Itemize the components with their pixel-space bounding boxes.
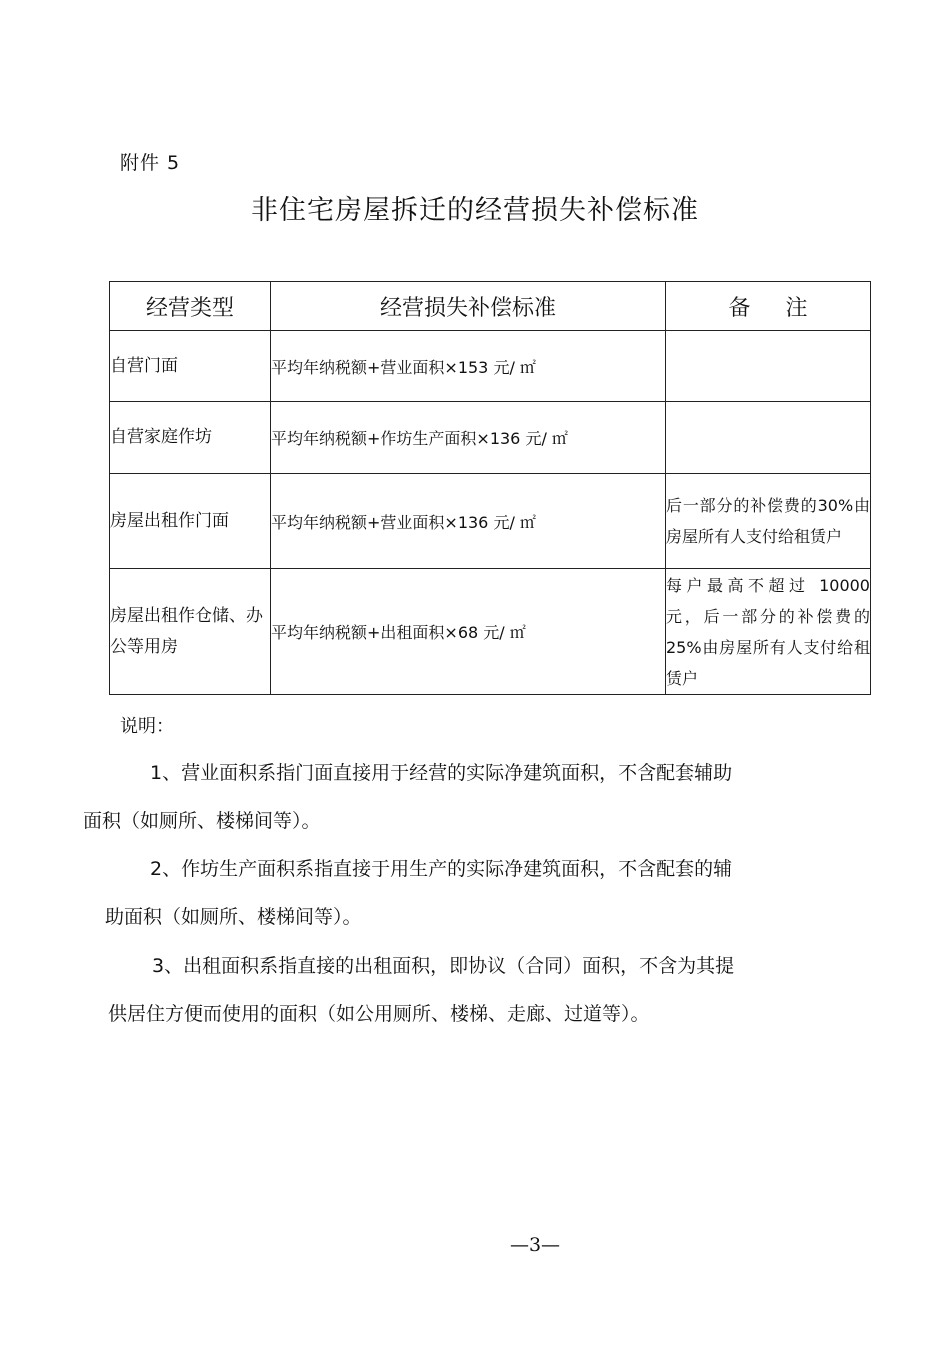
note-1-line-1: 1、营业面积系指门面直接用于经营的实际净建筑面积，不含配套辅助 [150,762,733,784]
header-compensation-standard: 经营损失补偿标准 [271,282,666,331]
note-3-line-2: 供居住方便而使用的面积（如公用厕所、楼梯、走廊、过道等）。 [108,1003,650,1025]
table-row [110,402,871,474]
cell-business-type: 房屋出租作门面 [110,474,271,569]
cell-business-type: 自营门面 [110,331,271,402]
header-business-type: 经营类型 [110,282,271,331]
cell-standard: 平均年纳税额+出租面积×68 元/ ㎡ [271,569,666,695]
page-title: 非住宅房屋拆迁的经营损失补偿标准 [251,195,699,226]
attachment-label: 附件 5 [120,152,181,174]
cell-standard: 平均年纳税额+营业面积×136 元/ ㎡ [271,474,666,569]
note-2-line-2: 助面积（如厕所、楼梯间等）。 [105,906,362,928]
table-row [110,569,871,695]
cell-business-type: 自营家庭作坊 [110,402,271,474]
header-remarks: 备 注 [666,282,871,331]
cell-remarks: 每户最高不超过 10000 元，后一部分的补偿费的 25%由房屋所有人支付给租赁户 [666,569,871,695]
table-header-row [110,282,871,331]
cell-standard: 平均年纳税额+营业面积×153 元/ ㎡ [271,331,666,402]
page-number: —3— [509,1234,561,1256]
note-1-line-2: 面积（如厕所、楼梯间等）。 [83,810,321,832]
cell-remarks [666,402,871,474]
note-2-line-1: 2、作坊生产面积系指直接于用生产的实际净建筑面积，不含配套的辅 [150,858,733,880]
explain-label: 说明： [120,716,174,737]
cell-remarks [666,331,871,402]
table-row [110,331,871,402]
table-row [110,474,871,569]
cell-business-type: 房屋出租作仓储、办公等用房 [110,569,271,695]
compensation-table [109,281,871,695]
cell-remarks: 后一部分的补偿费的30%由房屋所有人支付给租赁户 [666,474,871,569]
cell-standard: 平均年纳税额+作坊生产面积×136 元/ ㎡ [271,402,666,474]
note-3-line-1: 3、出租面积系指直接的出租面积，即协议（合同）面积，不含为其提 [152,955,735,977]
